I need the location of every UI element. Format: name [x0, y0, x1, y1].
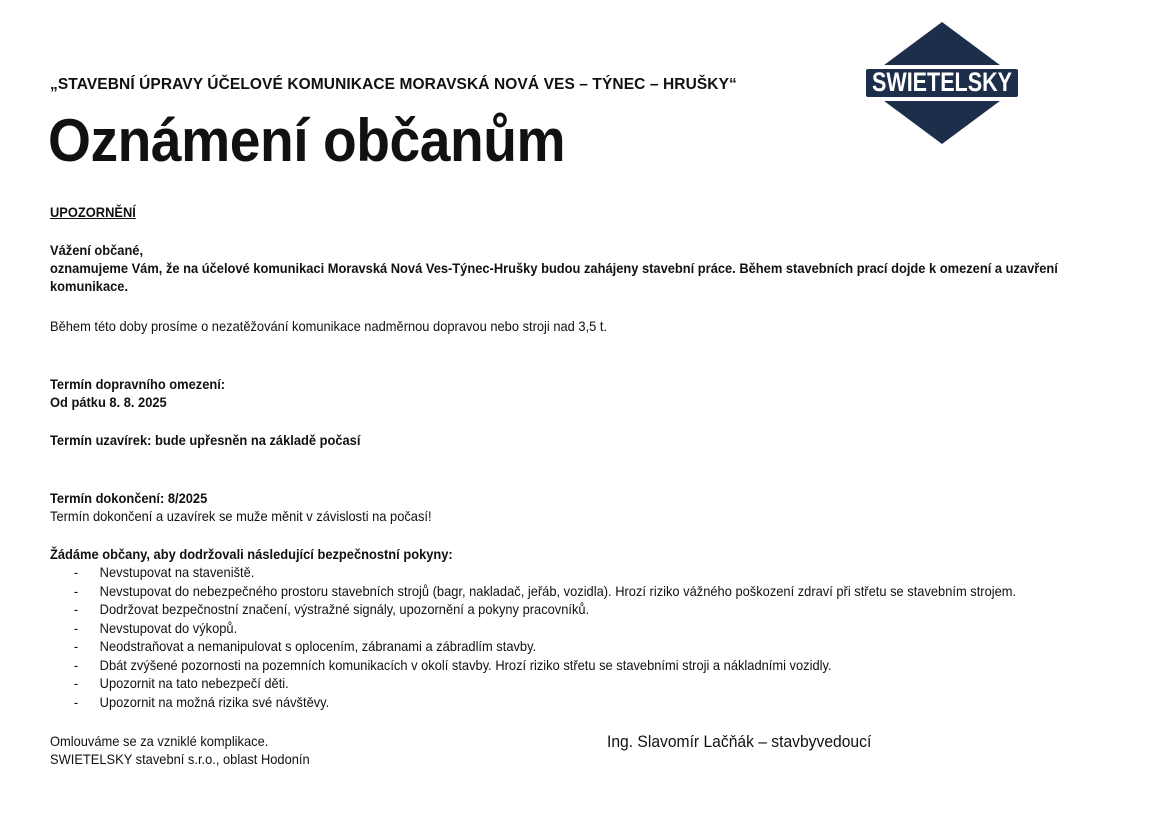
- project-title: „STAVEBNÍ ÚPRAVY ÚČELOVÉ KOMUNIKACE MORAVSKÁ NOVÁ VES – TÝNEC – HRUŠKY“: [50, 76, 737, 93]
- list-item-text: Dbát zvýšené pozornosti na pozemních komunikacích v okolí stavby. Hrozí riziko střetu se stavebními stroji a nákladními vozidly.: [99, 656, 832, 673]
- list-item-text: Dodržovat bezpečnostní značení, výstražné signály, upozornění a pokyny pracovníků.: [99, 601, 590, 617]
- list-item: [50, 600, 1126, 619]
- list-item-text: Upozornit na tato nebezpečí děti.: [99, 675, 289, 691]
- list-item: [50, 582, 1126, 601]
- bullet-dash: -: [73, 601, 79, 617]
- list-item: [50, 619, 1126, 638]
- bullet-dash: -: [73, 656, 79, 673]
- list-item: [50, 693, 1126, 712]
- list-item-text: Neodstraňovat a nemanipulovat s oplocením, zábranami a zábradlím stavby.: [99, 638, 537, 654]
- bullet-dash: -: [73, 693, 79, 710]
- signature: Ing. Slavomír Lačňák – stavbyvedoucí: [607, 732, 872, 751]
- bullet-dash: -: [73, 564, 79, 580]
- list-item: [50, 637, 1126, 656]
- bullet-dash: -: [73, 638, 79, 654]
- bullet-dash: -: [73, 582, 79, 599]
- bullet-dash: -: [73, 619, 79, 636]
- list-item-text: Nevstupovat do nebezpečného prostoru stavebních strojů (bagr, nakladač, jeřáb, vozidla). Hrozí riziko vážného poškození zdraví při střetu se stavebním strojem.: [99, 582, 1017, 599]
- apology-text: Omlouváme se za vzniklé komplikace.: [50, 733, 269, 749]
- list-item: [50, 563, 1126, 582]
- swietelsky-logo: [858, 20, 1026, 146]
- company-name: SWIETELSKY stavební s.r.o., oblast Hodonín: [50, 751, 310, 767]
- list-item: [50, 674, 1126, 693]
- logo-text: SWIETELSKY: [872, 67, 1012, 97]
- bullet-dash: -: [73, 675, 79, 691]
- page-title: Oznámení občanům: [48, 107, 566, 174]
- instructions-title: Žádáme občany, aby dodržovali následující bezpečnostní pokyny:: [50, 546, 453, 562]
- traffic-restriction-label: Termín dopravního omezení:: [50, 376, 226, 392]
- greeting: Vážení občané,: [50, 242, 144, 258]
- intro-paragraph: oznamujeme Vám, že na účelové komunikaci Moravská Nová Ves-Týnec-Hrušky budou zahájeny stavební práce. Během stavebních prací dojde k omezení a uzavření komunikace.: [50, 260, 1058, 294]
- completion-note: Termín dokončení a uzavírek se muže měnit v závislosti na počasí!: [50, 508, 432, 524]
- warning-heading: UPOZORNĚNÍ: [50, 204, 136, 220]
- safety-instructions-list: [50, 563, 1126, 711]
- closure-term: Termín uzavírek: bude upřesněn na základě počasí: [50, 432, 361, 448]
- list-item: [50, 656, 1126, 675]
- list-item-text: Nevstupovat do výkopů.: [99, 619, 238, 636]
- completion-term: Termín dokončení: 8/2025: [50, 490, 208, 506]
- list-item-text: Upozornit na možná rizika své návštěvy.: [99, 693, 330, 710]
- traffic-restriction-date: Od pátku 8. 8. 2025: [50, 394, 167, 410]
- request-paragraph: Během této doby prosíme o nezatěžování komunikace nadměrnou dopravou nebo stroji nad 3,5 t.: [50, 318, 608, 334]
- list-item-text: Nevstupovat na staveniště.: [99, 564, 255, 580]
